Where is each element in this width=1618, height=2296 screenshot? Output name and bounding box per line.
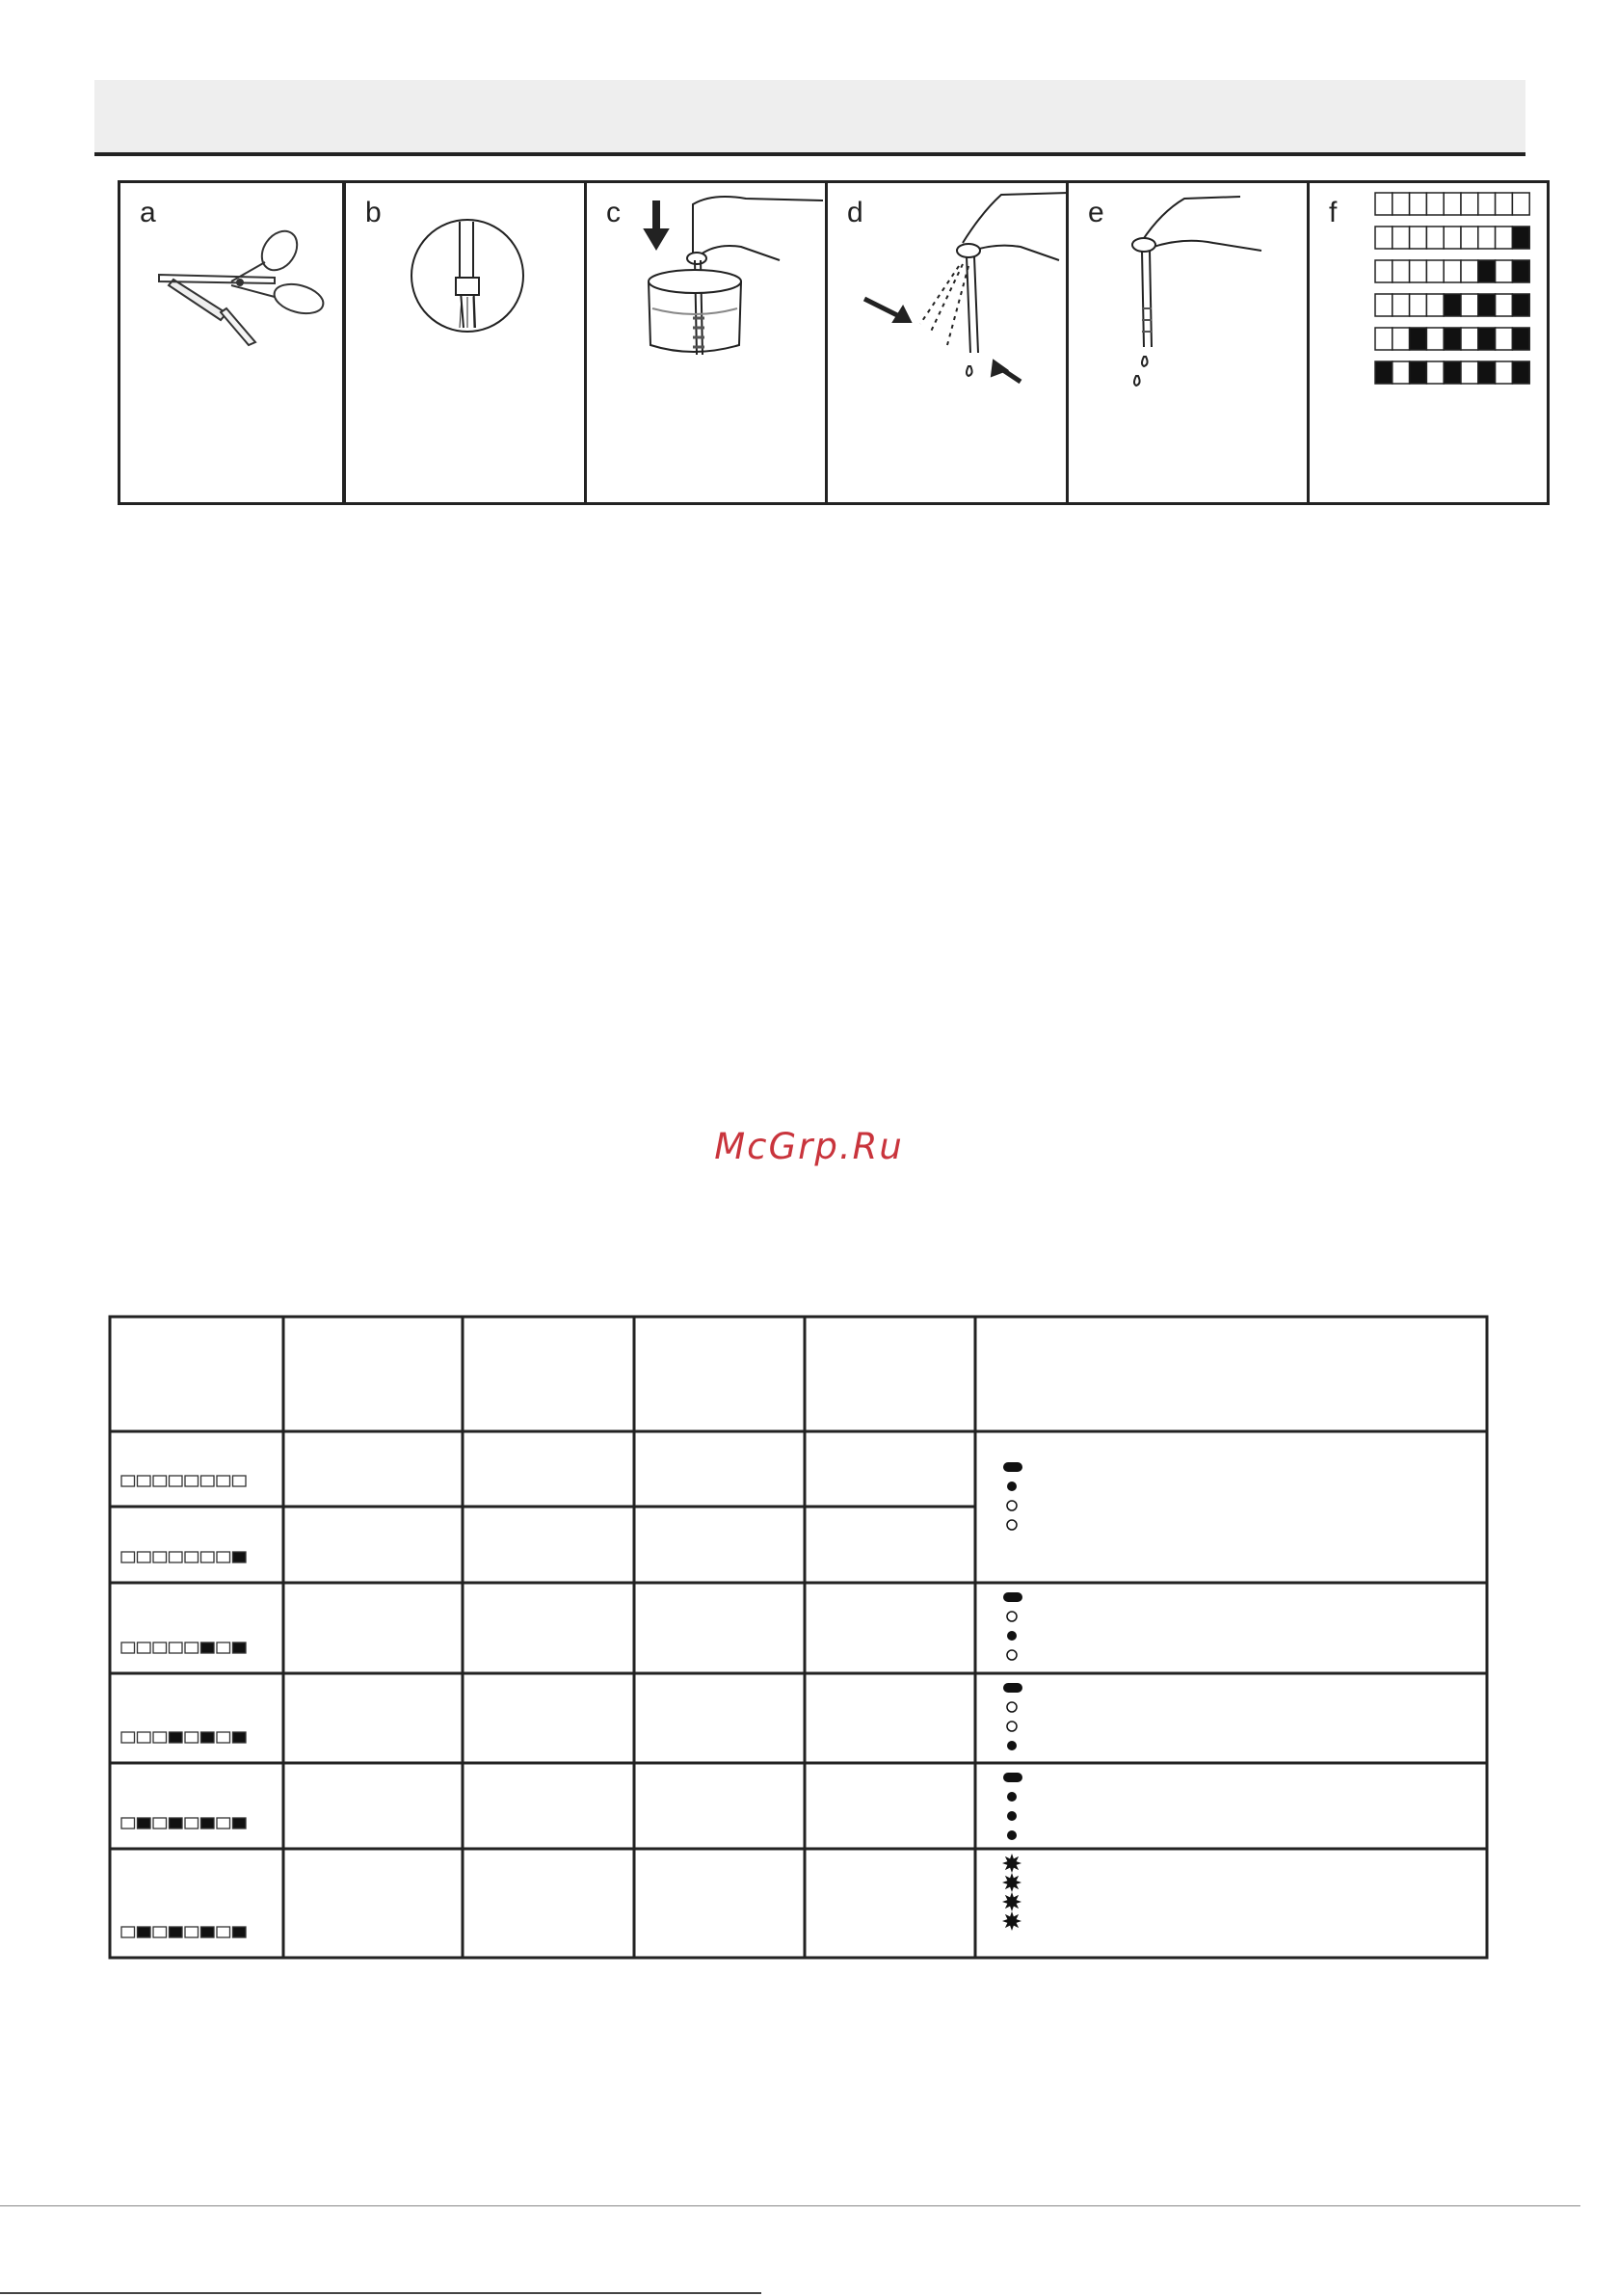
watermark: McGrp.Ru — [714, 1126, 904, 1167]
indicator-ring — [1007, 1722, 1017, 1731]
indicator-star — [1002, 1854, 1021, 1873]
strip-cell — [121, 1732, 135, 1743]
strip-cell — [201, 1552, 215, 1562]
strip-cell — [217, 1818, 230, 1829]
indicator-ring — [1007, 1501, 1017, 1510]
indicator-ring — [1007, 1520, 1017, 1530]
strip-cell — [201, 1476, 215, 1486]
indicator-oval — [1003, 1462, 1022, 1472]
table-border — [110, 1317, 1487, 1958]
indicator-star — [1002, 1892, 1021, 1911]
strip-cell — [233, 1927, 247, 1937]
indicator-dot — [1007, 1741, 1017, 1750]
strip-cell — [121, 1642, 135, 1653]
strip-cell — [138, 1476, 151, 1486]
strip-cell — [138, 1732, 151, 1743]
strip-cell — [233, 1552, 247, 1562]
strip-cell — [185, 1476, 199, 1486]
panel-letter: a — [140, 197, 156, 228]
indicator-star — [1002, 1873, 1021, 1892]
strip-cell — [217, 1927, 230, 1937]
indicator-dot — [1007, 1830, 1017, 1840]
strip-cell — [121, 1818, 135, 1829]
strip-cell — [233, 1642, 247, 1653]
strip-cell — [170, 1642, 183, 1653]
indicator-ring — [1007, 1650, 1017, 1660]
strip-cell — [217, 1732, 230, 1743]
strip-cell — [121, 1927, 135, 1937]
panel-letter: d — [847, 197, 863, 228]
indicator-dot — [1007, 1792, 1017, 1802]
indicator-dot — [1007, 1482, 1017, 1491]
indicator-ring — [1007, 1702, 1017, 1712]
strip-cell — [153, 1818, 167, 1829]
bottom-mark — [0, 2292, 761, 2294]
strip-cell — [153, 1927, 167, 1937]
indicator-dot — [1007, 1631, 1017, 1641]
panel-letter: b — [365, 197, 382, 228]
strip-cell — [217, 1476, 230, 1486]
strip-cell — [217, 1552, 230, 1562]
strip-cell — [201, 1818, 215, 1829]
strip-cell — [185, 1642, 199, 1653]
indicator-ring — [1007, 1612, 1017, 1621]
indicator-oval — [1003, 1683, 1022, 1693]
strip-cell — [138, 1927, 151, 1937]
strip-cell — [170, 1927, 183, 1937]
strip-cell — [170, 1552, 183, 1562]
panel-letter: c — [606, 197, 621, 228]
strip-cell — [153, 1552, 167, 1562]
strip-cell — [153, 1642, 167, 1653]
strip-cell — [138, 1552, 151, 1562]
panel-letter: f — [1329, 197, 1338, 228]
strip-cell — [170, 1818, 183, 1829]
strip-cell — [217, 1642, 230, 1653]
panel-letter: e — [1088, 197, 1104, 228]
strip-cell — [121, 1552, 135, 1562]
strip-cell — [201, 1927, 215, 1937]
indicator-oval — [1003, 1592, 1022, 1602]
strip-cell — [121, 1476, 135, 1486]
strip-cell — [185, 1552, 199, 1562]
strip-cell — [185, 1927, 199, 1937]
strip-cell — [233, 1476, 247, 1486]
strip-cell — [170, 1732, 183, 1743]
indicator-oval — [1003, 1773, 1022, 1782]
strip-cell — [185, 1732, 199, 1743]
strip-cell — [138, 1642, 151, 1653]
strip-cell — [170, 1476, 183, 1486]
indicator-star — [1002, 1911, 1021, 1931]
indicator-dot — [1007, 1811, 1017, 1821]
footer-rule — [0, 2205, 1580, 2206]
strip-cell — [233, 1818, 247, 1829]
strip-cell — [201, 1732, 215, 1743]
strip-cell — [153, 1732, 167, 1743]
strip-cell — [138, 1818, 151, 1829]
strip-cell — [153, 1476, 167, 1486]
strip-cell — [201, 1642, 215, 1653]
strip-cell — [185, 1818, 199, 1829]
strip-cell — [233, 1732, 247, 1743]
